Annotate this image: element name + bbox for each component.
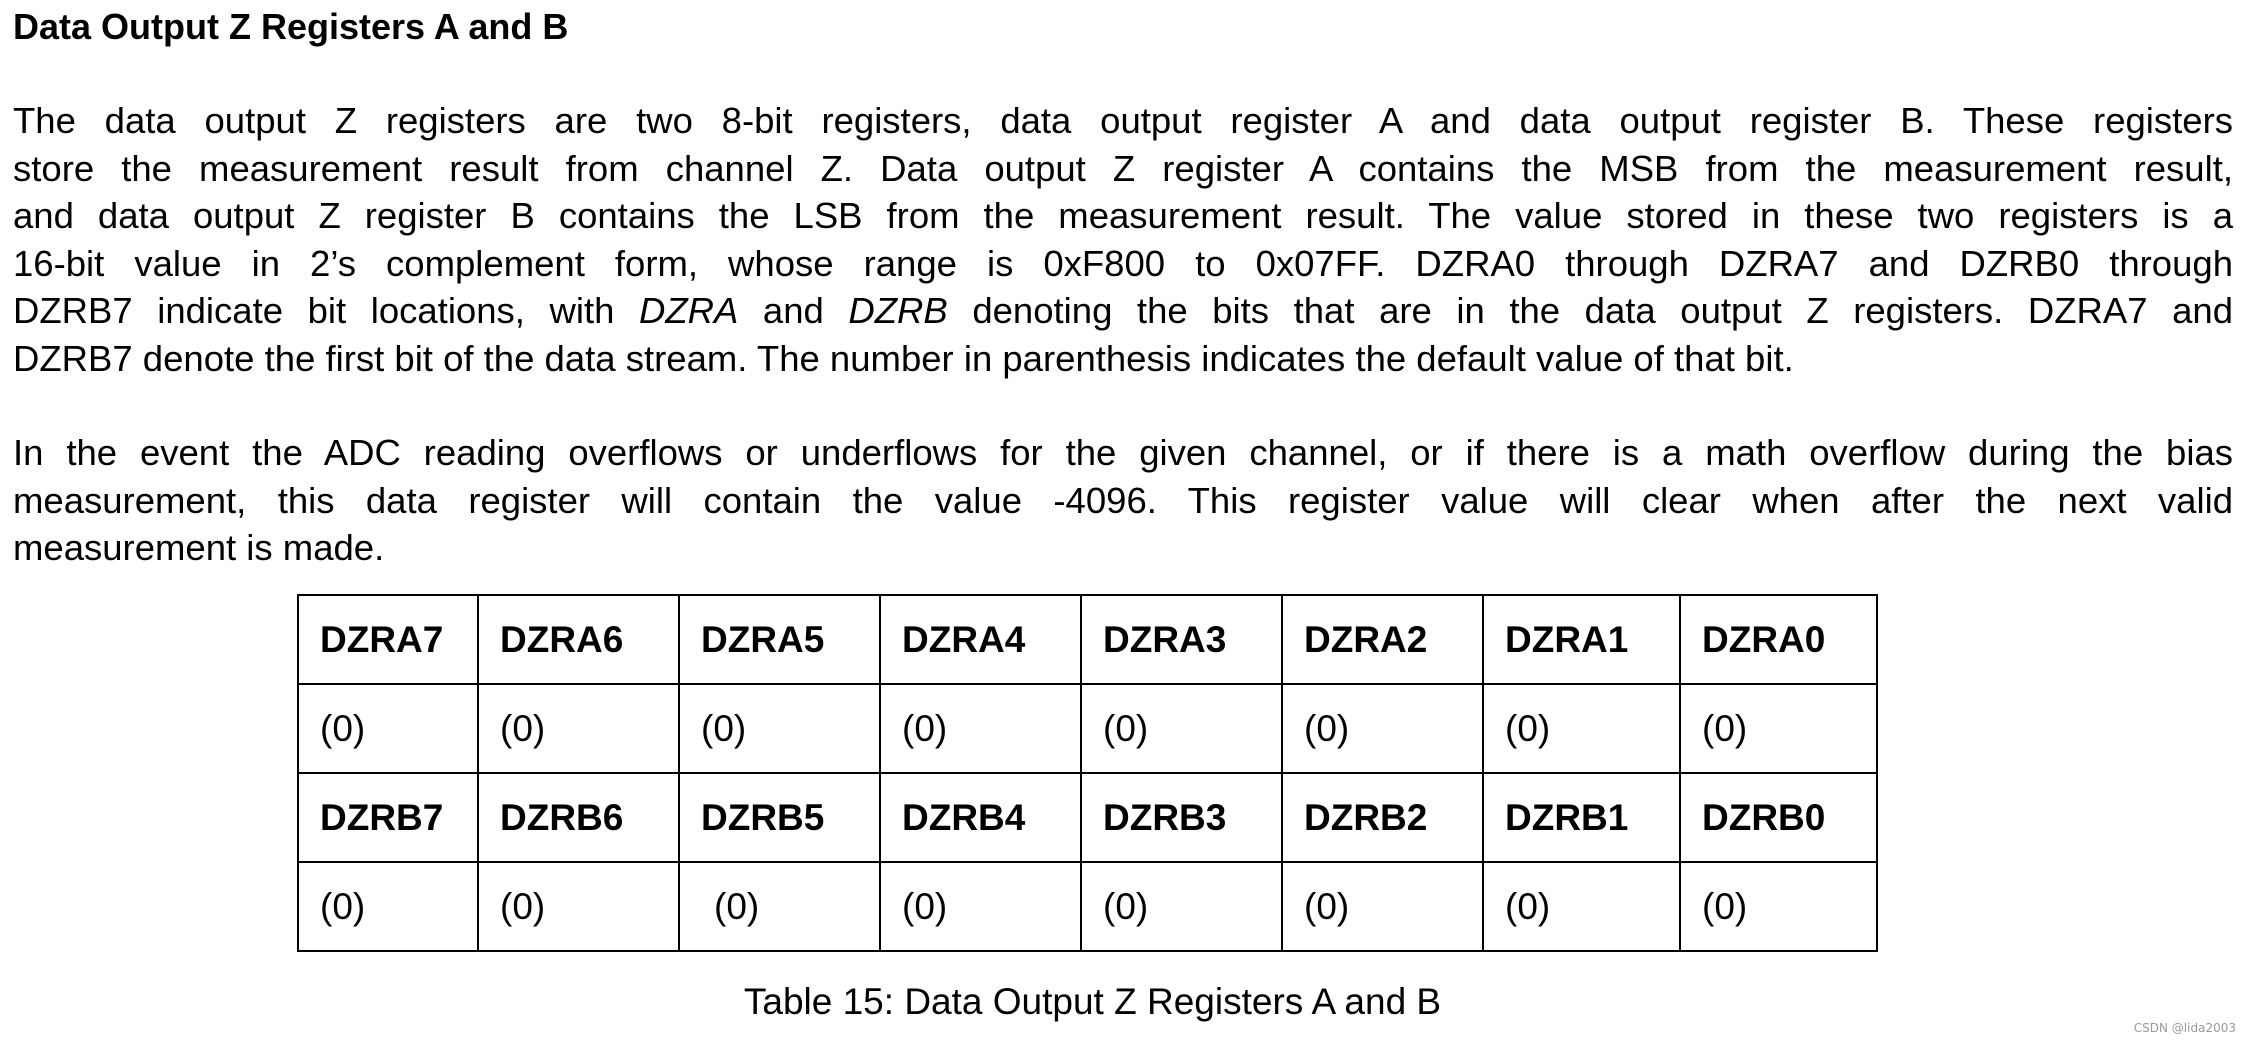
bit-default-cell: (0) xyxy=(1680,684,1877,773)
bit-name-cell: DZRA6 xyxy=(478,595,679,684)
bit-name-cell: DZRA2 xyxy=(1282,595,1483,684)
paragraph-overflow-note xyxy=(13,429,2233,572)
bit-name-cell: DZRB2 xyxy=(1282,773,1483,862)
register-table xyxy=(297,594,1878,952)
bit-name-cell: DZRB3 xyxy=(1081,773,1282,862)
table-row-register-a-defaults xyxy=(298,684,1877,773)
paragraph-description xyxy=(13,97,2233,382)
italic-term-dzra: DZRA xyxy=(638,290,739,331)
paragraph-text: and xyxy=(738,290,849,331)
bit-default-cell: (0) xyxy=(1483,684,1680,773)
bit-default-cell: (0) xyxy=(298,684,478,773)
bit-default-cell: (0) xyxy=(679,684,880,773)
paragraph-line: and data output Z register B contains the LSB from the measurement result. The value stored in these two registers is a xyxy=(13,195,2233,236)
bit-name-cell: DZRA7 xyxy=(298,595,478,684)
bit-name-cell: DZRB0 xyxy=(1680,773,1877,862)
bit-name-cell: DZRA5 xyxy=(679,595,880,684)
paragraph-line: 16-bit value in 2’s complement form, whose range is 0xF800 to 0x07FF. DZRA0 through DZRA7 and DZRB0 through xyxy=(13,242,2233,284)
bit-default-cell: (0) xyxy=(880,684,1081,773)
bit-default-cell: (0) xyxy=(478,862,679,951)
paragraph-line xyxy=(13,287,2233,335)
bit-default-cell: (0) xyxy=(880,862,1081,951)
bit-name-cell: DZRA4 xyxy=(880,595,1081,684)
table-caption: Table 15: Data Output Z Registers A and B xyxy=(743,981,1442,1022)
bit-name-cell: DZRB5 xyxy=(679,773,880,862)
bit-name-cell: DZRB7 xyxy=(298,773,478,862)
bit-default-cell: (0) xyxy=(1483,862,1680,951)
paragraph-line: The data output Z registers are two 8-bit registers, data output register A and data output register B. These registers xyxy=(13,100,2233,141)
bit-default-cell: (0) xyxy=(679,862,880,951)
bit-name-cell: DZRA1 xyxy=(1483,595,1680,684)
paragraph-line: measurement is made. xyxy=(13,527,385,568)
bit-name-cell: DZRB1 xyxy=(1483,773,1680,862)
bit-default-cell: (0) xyxy=(1680,862,1877,951)
table-row-register-b-bits xyxy=(298,773,1877,862)
section-heading: Data Output Z Registers A and B xyxy=(13,6,569,47)
bit-default-cell: (0) xyxy=(478,684,679,773)
paragraph-text: DZRB7 indicate bit locations, with xyxy=(13,290,639,331)
paragraph-text: denoting the bits that are in the data output Z registers. DZRA7 and xyxy=(947,290,2233,331)
watermark: CSDN @lida2003 xyxy=(2133,1021,2236,1035)
bit-name-cell: DZRB4 xyxy=(880,773,1081,862)
bit-default-cell: (0) xyxy=(1081,862,1282,951)
bit-default-cell: (0) xyxy=(1081,684,1282,773)
bit-default-cell: (0) xyxy=(298,862,478,951)
paragraph-line: In the event the ADC reading overflows or underflows for the given channel, or if there is a math overflow during the bias xyxy=(13,432,2233,473)
italic-term-dzrb: DZRB xyxy=(848,290,948,331)
table-row-register-b-defaults xyxy=(298,862,1877,951)
paragraph-line: DZRB7 denote the first bit of the data stream. The number in parenthesis indicates the default value of that bit. xyxy=(13,337,1794,379)
paragraph-line: store the measurement result from channel Z. Data output Z register A contains the MSB from the measurement result, xyxy=(13,147,2233,189)
table-row-register-a-bits xyxy=(298,595,1877,684)
paragraph-line: measurement, this data register will contain the value -4096. This register value will clear when after the next valid xyxy=(13,479,2233,521)
bit-default-cell: (0) xyxy=(1282,684,1483,773)
bit-default-cell: (0) xyxy=(1282,862,1483,951)
bit-name-cell: DZRB6 xyxy=(478,773,679,862)
bit-name-cell: DZRA3 xyxy=(1081,595,1282,684)
bit-name-cell: DZRA0 xyxy=(1680,595,1877,684)
